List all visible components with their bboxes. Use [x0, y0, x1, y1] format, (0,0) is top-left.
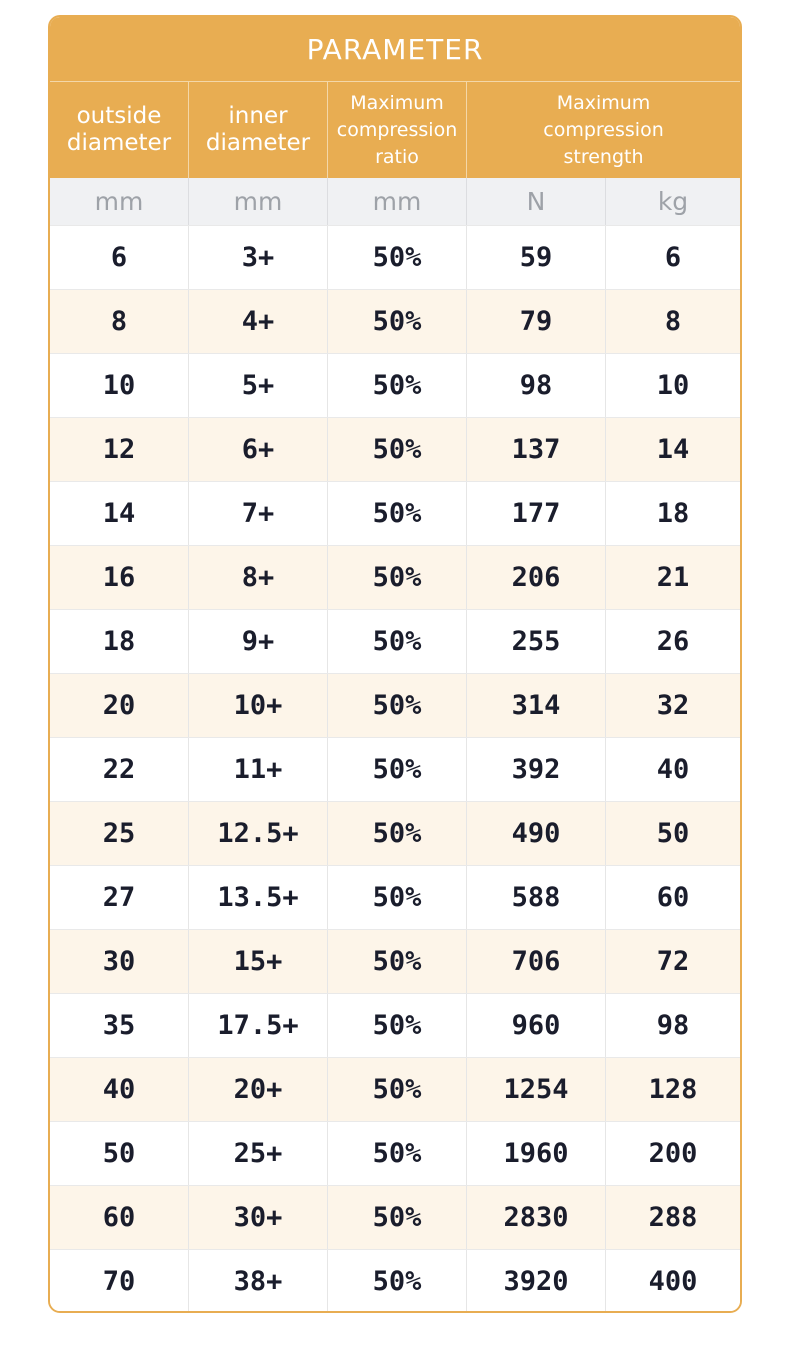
table-cell: 25+	[189, 1122, 328, 1185]
table-cell: 50%	[328, 866, 467, 929]
table-cell: 50	[50, 1122, 189, 1185]
table-cell: 26	[656, 626, 690, 657]
header-outside-diameter-label: outside diameter	[66, 103, 172, 156]
table-cell: 50%	[328, 418, 467, 481]
table-cell: 206	[467, 546, 606, 609]
table-cell: 128	[648, 1074, 698, 1105]
table-cell: 50%	[328, 738, 467, 801]
table-row	[50, 737, 740, 801]
table-row	[50, 1185, 740, 1249]
table-cell: 30	[50, 930, 189, 993]
table-cell: 1254	[467, 1058, 606, 1121]
header-inner-diameter-label: inner diameter	[205, 103, 311, 156]
table-row	[50, 225, 740, 289]
table-cell: 8+	[189, 546, 328, 609]
table-cell: 50%	[328, 994, 467, 1057]
table-cell: 12	[50, 418, 189, 481]
table-cell: 288	[648, 1202, 698, 1233]
column-header-row	[50, 82, 740, 178]
table-cell: 17.5+	[189, 994, 328, 1057]
table-cell: 27	[50, 866, 189, 929]
table-cell: 25	[50, 802, 189, 865]
table-cell: 255	[467, 610, 606, 673]
table-cell: 21	[656, 562, 690, 593]
table-cell: 4+	[189, 290, 328, 353]
parameter-table	[48, 15, 742, 1313]
table-row	[50, 929, 740, 993]
unit-cell: kg	[657, 187, 689, 216]
table-cell: 50	[656, 818, 690, 849]
table-row	[50, 609, 740, 673]
table-cell: 50%	[328, 482, 467, 545]
table-cell: 98	[656, 1010, 690, 1041]
table-cell: 30+	[189, 1186, 328, 1249]
table-row	[50, 1249, 740, 1313]
table-cell: 40	[50, 1058, 189, 1121]
header-max-compression-ratio-label: Maximum compression ratio	[336, 91, 458, 168]
table-row	[50, 545, 740, 609]
table-cell: 400	[648, 1266, 698, 1297]
header-max-compression-strength-label: Maximum compression strength	[543, 91, 664, 168]
table-cell: 960	[467, 994, 606, 1057]
table-cell: 588	[467, 866, 606, 929]
table-cell: 3+	[189, 226, 328, 289]
table-cell: 50%	[328, 1186, 467, 1249]
table-cell: 20+	[189, 1058, 328, 1121]
table-cell: 706	[467, 930, 606, 993]
table-cell: 32	[656, 690, 690, 721]
table-row	[50, 865, 740, 929]
table-cell: 314	[467, 674, 606, 737]
table-cell: 38+	[189, 1250, 328, 1313]
header-outside-diameter	[50, 82, 189, 178]
table-cell: 8	[664, 306, 682, 337]
table-cell: 50%	[328, 290, 467, 353]
table-cell: 16	[50, 546, 189, 609]
table-row	[50, 993, 740, 1057]
table-cell: 18	[50, 610, 189, 673]
table-cell: 60	[50, 1186, 189, 1249]
table-cell: 7+	[189, 482, 328, 545]
table-body	[50, 225, 740, 1313]
table-cell: 50%	[328, 546, 467, 609]
table-cell: 50%	[328, 226, 467, 289]
table-cell: 10	[50, 354, 189, 417]
header-inner-diameter	[189, 82, 328, 178]
table-cell: 50%	[328, 354, 467, 417]
table-cell: 15+	[189, 930, 328, 993]
table-cell: 1960	[467, 1122, 606, 1185]
table-cell: 10	[656, 370, 690, 401]
table-row	[50, 481, 740, 545]
table-cell: 79	[467, 290, 606, 353]
unit-row	[50, 178, 740, 225]
table-cell: 14	[656, 434, 690, 465]
table-cell: 14	[50, 482, 189, 545]
table-row	[50, 801, 740, 865]
header-max-compression-ratio	[328, 82, 467, 178]
table-cell: 50%	[328, 802, 467, 865]
table-cell: 50%	[328, 674, 467, 737]
table-cell: 50%	[328, 610, 467, 673]
table-cell: 200	[648, 1138, 698, 1169]
table-cell: 6+	[189, 418, 328, 481]
table-row	[50, 417, 740, 481]
table-cell: 12.5+	[189, 802, 328, 865]
table-row	[50, 1057, 740, 1121]
unit-cell: mm	[328, 178, 467, 225]
table-cell: 6	[664, 242, 682, 273]
table-cell: 50%	[328, 930, 467, 993]
unit-cell: mm	[189, 178, 328, 225]
table-cell: 18	[656, 498, 690, 529]
table-cell: 8	[50, 290, 189, 353]
table-cell: 40	[656, 754, 690, 785]
table-cell: 392	[467, 738, 606, 801]
header-max-compression-strength	[467, 82, 740, 178]
table-cell: 3920	[467, 1250, 606, 1313]
table-cell: 50%	[328, 1058, 467, 1121]
table-cell: 5+	[189, 354, 328, 417]
table-cell: 35	[50, 994, 189, 1057]
unit-cell: N	[467, 178, 606, 225]
table-cell: 50%	[328, 1250, 467, 1313]
table-cell: 11+	[189, 738, 328, 801]
table-cell: 59	[467, 226, 606, 289]
table-cell: 22	[50, 738, 189, 801]
table-cell: 13.5+	[189, 866, 328, 929]
table-cell: 20	[50, 674, 189, 737]
table-cell: 177	[467, 482, 606, 545]
table-cell: 98	[467, 354, 606, 417]
table-title: PARAMETER	[50, 17, 740, 82]
unit-cell: mm	[50, 178, 189, 225]
table-cell: 50%	[328, 1122, 467, 1185]
table-cell: 9+	[189, 610, 328, 673]
table-row	[50, 289, 740, 353]
table-cell: 137	[467, 418, 606, 481]
table-cell: 490	[467, 802, 606, 865]
table-row	[50, 673, 740, 737]
table-cell: 2830	[467, 1186, 606, 1249]
table-row	[50, 353, 740, 417]
table-cell: 70	[50, 1250, 189, 1313]
table-cell: 10+	[189, 674, 328, 737]
table-row	[50, 1121, 740, 1185]
table-cell: 72	[656, 946, 690, 977]
table-cell: 6	[50, 226, 189, 289]
table-cell: 60	[656, 882, 690, 913]
